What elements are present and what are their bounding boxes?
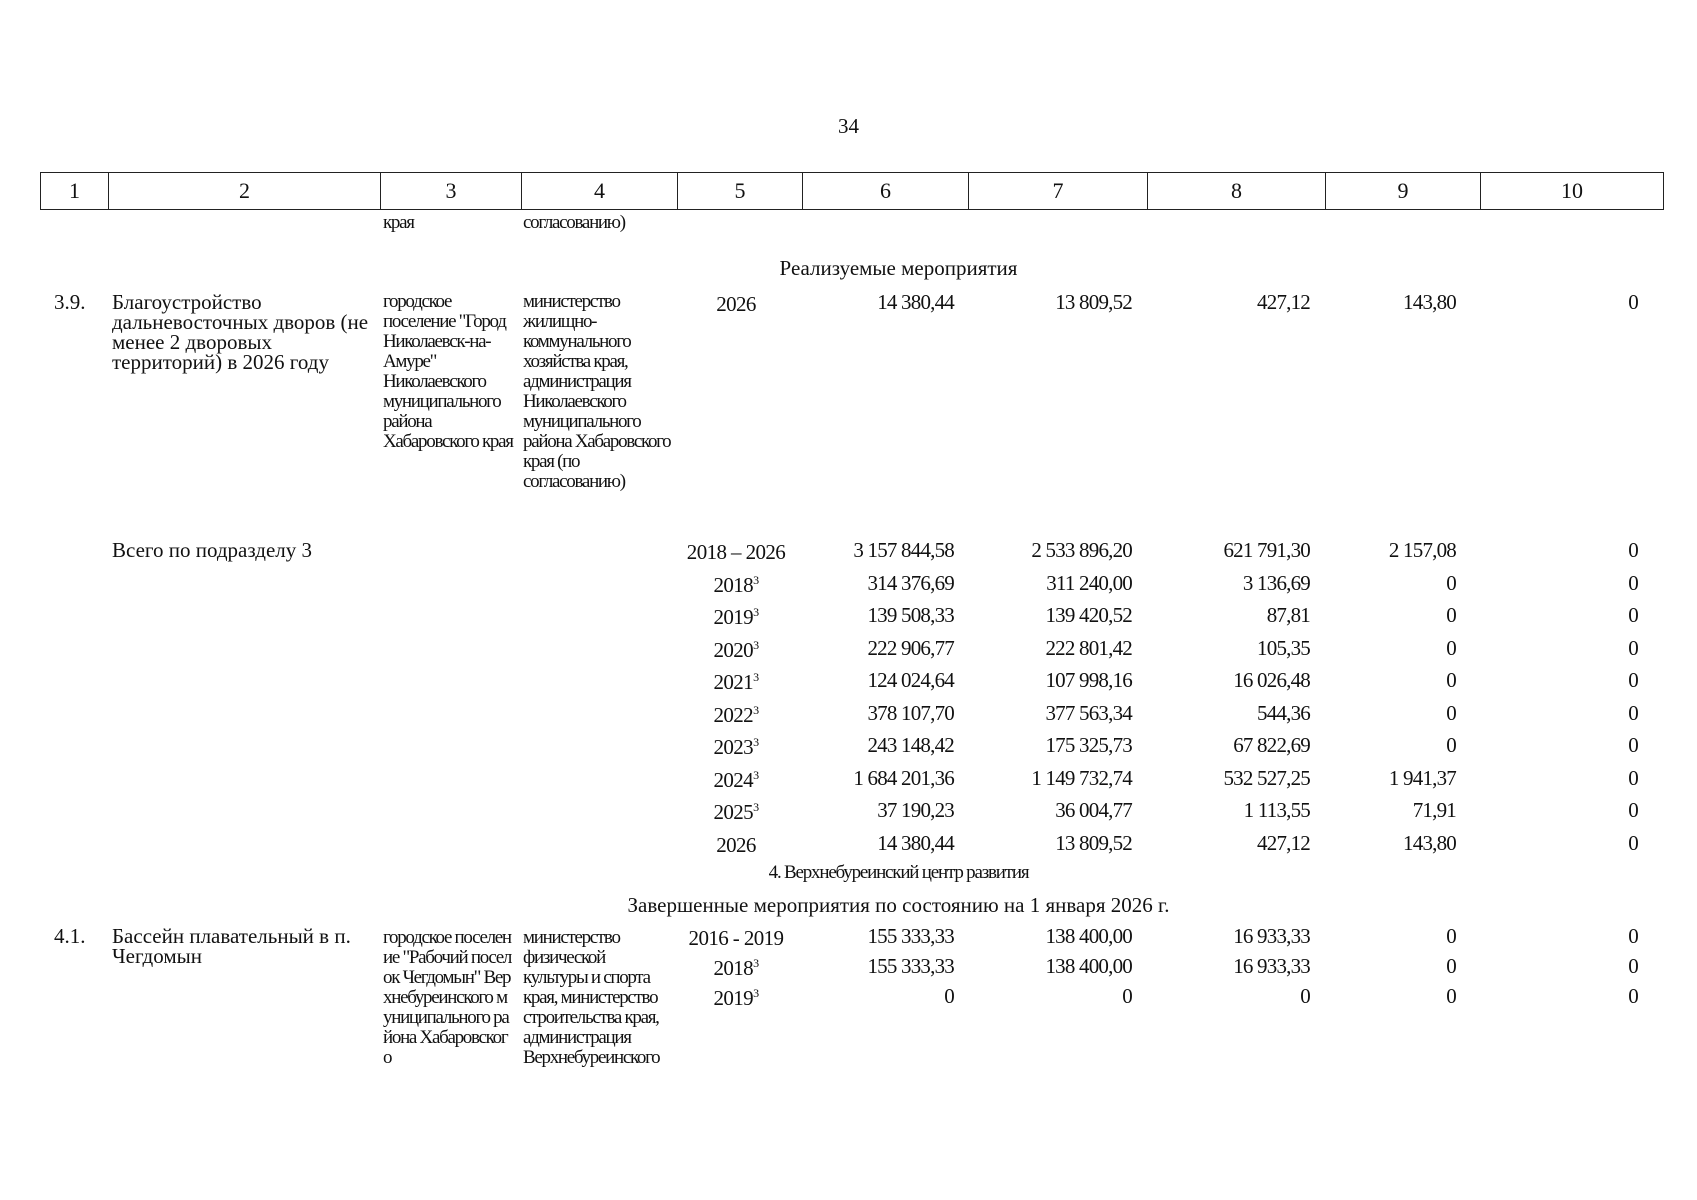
row-3-9-name: Благоустройство дальневосточных дворов (не менее 2 дворовых территорий) в 2026 году [112,290,369,374]
section-4-title: 4. Верхнебуреинский центр развития [768,862,1029,883]
subtotal-row-local: 0 [1446,635,1456,660]
subtotal-row-federal: 36 004,77 [1055,798,1132,822]
header-col-10: 10 [1561,178,1583,203]
subtotal-row-total: 314 376,69 [867,570,954,595]
subtotal-row-local: 0 [1446,733,1456,757]
header-col-4: 4 [522,173,678,209]
subtotal-row-year: 2018$^3$ [713,572,759,597]
subtotal-row-federal: 139 420,52 [1045,603,1132,627]
subtotal-row-other: 0 [1628,830,1638,855]
subtotal-row-local: 0 [1446,570,1456,595]
subtotal-row-regional: 67 822,69 [1233,733,1310,757]
header-col-3: 3 [381,173,522,209]
subtotal-label: Всего по подразделу 3 [112,538,313,562]
subtotal-row-total: 1 684 201,36 [853,765,954,790]
subtotal-row-total: 3 157 844,58 [853,538,954,562]
subtotal-row-year: 2026 [716,832,756,857]
row-4-1-executor: городское поселение "Рабочий поселок Чегдомын" Верхнебуреинского муниципального района Хабаровского [383,927,512,1068]
row-3-9-responsible: министерство жилищно-коммунального хозяйства края, администрация Николаевского муниципального района Хабаровского края (по согласованию) [523,291,671,492]
subtotal-row-year: 2020$^3$ [713,637,759,662]
subtotal-row-year: 2024$^3$ [713,767,759,792]
subtotal-row-regional: 544,36 [1257,700,1310,725]
subtotal-row-year: 2023$^3$ [713,735,759,759]
row-4-1-local: 0 [1446,924,1456,948]
row-4-1-federal: 0 [1122,984,1132,1008]
row-4-1-total: 0 [944,984,954,1008]
row-3-9-other: 0 [1628,290,1638,314]
subtotal-row-local: 71,91 [1412,798,1456,822]
subtotal-row-total: 222 906,77 [867,635,954,660]
header-col-5: 5 [678,173,803,209]
row-4-1-other: 0 [1628,954,1638,978]
subtotal-row-total: 139 508,33 [867,603,954,627]
subtotal-row-regional: 3 136,69 [1242,570,1310,595]
subtotal-row-other: 0 [1628,798,1638,822]
row-4-1-total: 155 333,33 [867,924,954,948]
subtotal-row-regional: 16 026,48 [1233,668,1310,692]
subtotal-row-total: 124 024,64 [867,668,954,692]
subtotal-row-other: 0 [1628,733,1638,757]
subtotal-row-federal: 311 240,00 [1046,570,1132,595]
header-col-8: 8 [1148,173,1326,209]
subtotal-row-year: 2022$^3$ [713,702,759,727]
header-col-7: 7 [969,173,1148,209]
page-number: 34 [838,114,859,138]
section-realized-title: Реализуемые мероприятия [779,256,1018,280]
subtotal-row-federal: 377 563,34 [1045,700,1132,725]
subtotal-row-local: 0 [1446,668,1456,692]
row-4-1-regional: 16 933,33 [1233,924,1310,948]
row-4-1-regional: 0 [1300,984,1310,1008]
subtotal-row-federal: 175 325,73 [1045,733,1132,757]
subtotal-row-local: 1 941,37 [1388,765,1456,790]
subtotal-row-year: 2019$^3$ [713,605,759,629]
row-4-1-year: 2018$^3$ [713,956,759,980]
subtotal-row-year: 2025$^3$ [713,800,759,824]
subtotal-row-other: 0 [1628,765,1638,790]
row-4-1-year: 2016 - 2019 [688,926,784,950]
subtotal-row-regional: 427,12 [1257,830,1310,855]
subtotal-row-regional: 87,81 [1266,603,1310,627]
subtotal-row-total: 243 148,42 [867,733,954,757]
row-4-1-regional: 16 933,33 [1233,954,1310,978]
subtotal-row-other: 0 [1628,635,1638,660]
subtotal-row-regional: 105,35 [1257,635,1310,660]
subtotal-row-total: 37 190,23 [877,798,954,822]
subtotal-row-federal: 107 998,16 [1045,668,1132,692]
row-4-1-responsible: министерство физической культуры и спорта края, министерство строительства края, администрация Верхнебуреинского [523,927,660,1068]
row-4-1-local: 0 [1446,954,1456,978]
subtotal-row-regional: 1 113,55 [1243,798,1310,822]
row-4-1-name: Бассейн плавательный в п. Чегдомын [112,924,351,968]
row-3-9-total: 14 380,44 [877,290,954,314]
subtotal-row-total: 14 380,44 [877,830,954,855]
row-3-9-local: 143,80 [1403,290,1456,314]
row-3-9-federal: 13 809,52 [1055,290,1132,314]
subtotal-row-federal: 13 809,52 [1055,830,1132,855]
row-3-9-regional: 427,12 [1257,290,1310,314]
header-col-9: 9 [1326,173,1481,209]
subtotal-row-year: 2021$^3$ [713,670,759,694]
row-4-1-federal: 138 400,00 [1045,954,1132,978]
subtotal-row-other: 0 [1628,668,1638,692]
header-col-6: 6 [803,173,969,209]
subtotal-row-local: 0 [1446,700,1456,725]
subtotal-row-federal: 222 801,42 [1045,635,1132,660]
row-4-1-total: 155 333,33 [867,954,954,978]
subtotal-row-other: 0 [1628,570,1638,595]
subtotal-row-total: 378 107,70 [867,700,954,725]
header-col-2: 2 [109,173,381,209]
section-completed-title: Завершенные мероприятия по состоянию на 1 января 2026 г. [627,893,1170,917]
row-3-9-executor: городское поселение "Город Николаевск-на-Амуре" Николаевского муниципального района Хабаровского края [383,291,513,452]
subtotal-row-local: 0 [1446,603,1456,627]
subtotal-row-local: 2 157,08 [1388,538,1456,562]
row-4-1-other: 0 [1628,984,1638,1008]
row-4-1-year: 2019$^3$ [713,986,759,1010]
row-3-9-number: 3.9. [54,290,86,314]
subtotal-row-regional: 621 791,30 [1223,538,1310,562]
subtotal-row-other: 0 [1628,603,1638,627]
row-4-1-local: 0 [1446,984,1456,1008]
row-4-1-number: 4.1. [54,924,86,948]
carryover-responsible: согласованию) [523,212,625,233]
subtotal-row-regional: 532 527,25 [1223,765,1310,790]
header-col-1: 1 [41,173,109,209]
row-4-1-other: 0 [1628,924,1638,948]
row-4-1-federal: 138 400,00 [1045,924,1132,948]
subtotal-row-year: 2018 – 2026 [686,540,786,564]
subtotal-row-federal: 1 149 732,74 [1031,765,1132,790]
subtotal-row-other: 0 [1628,700,1638,725]
subtotal-row-other: 0 [1628,538,1638,562]
carryover-executor: края [383,212,414,233]
table-header-row [40,172,1664,210]
row-3-9-period: 2026 [716,292,756,316]
subtotal-row-local: 143,80 [1403,830,1456,855]
subtotal-row-federal: 2 533 896,20 [1031,538,1132,562]
